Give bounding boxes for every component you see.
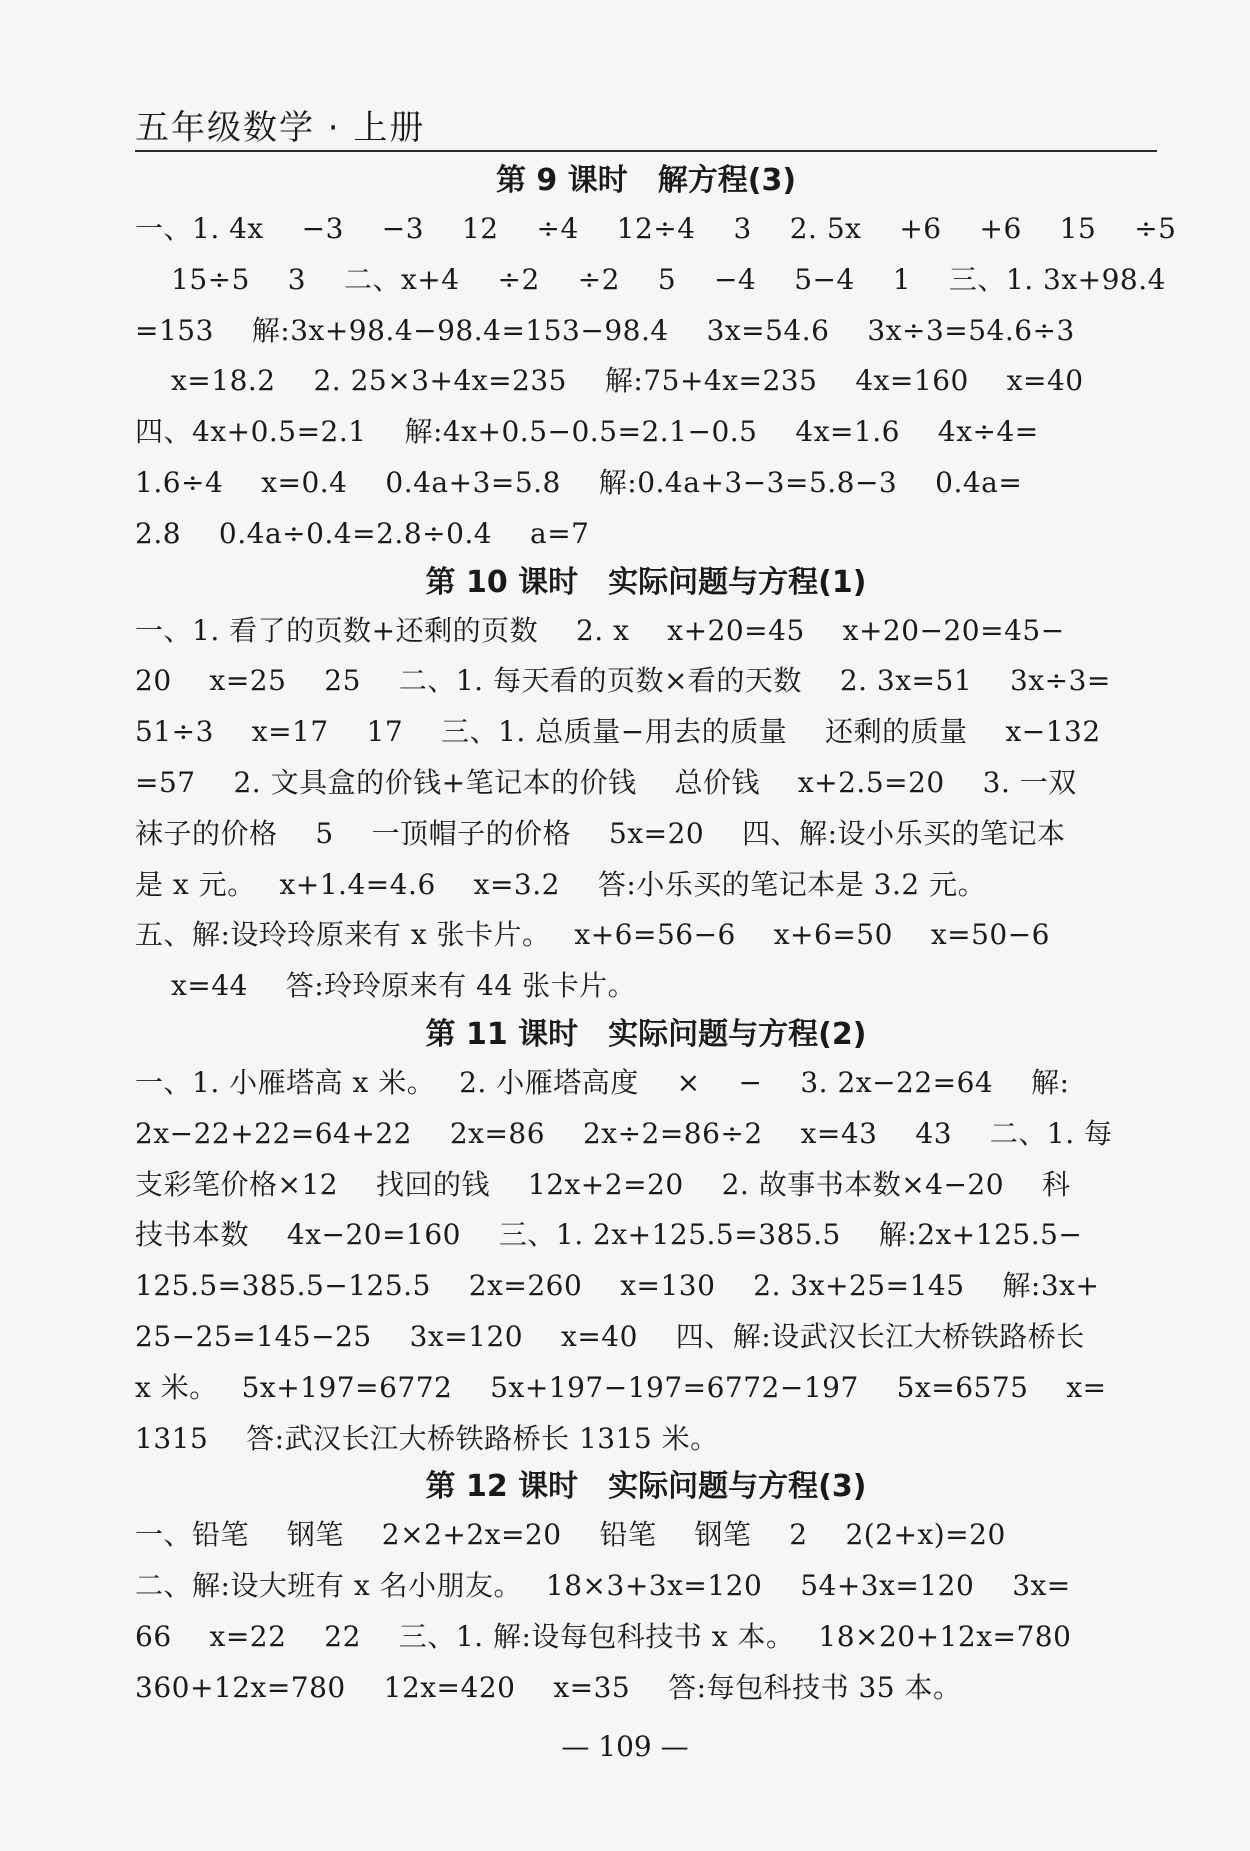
answer-line: 51÷3 x=17 17 三、1. 总质量−用去的质量 还剩的质量 x−132: [135, 715, 1101, 749]
answer-line: 1315 答:武汉长江大桥铁路桥长 1315 米。: [135, 1421, 719, 1455]
answer-line: 一、1. 看了的页数+还剩的页数 2. x x+20=45 x+20−20=45−: [135, 613, 1065, 647]
answer-line: 25−25=145−25 3x=120 x=40 四、解:设武汉长江大桥铁路桥长: [135, 1319, 1085, 1353]
answer-line: x 米。 5x+197=6772 5x+197−197=6772−197 5x=6575 x=: [135, 1370, 1107, 1404]
answer-line: x=44 答:玲玲原来有 44 张卡片。: [171, 969, 637, 1003]
answer-line: 是 x 元。 x+1.4=4.6 x=3.2 答:小乐买的笔记本是 3.2 元。: [135, 867, 987, 901]
answer-line: 125.5=385.5−125.5 2x=260 x=130 2. 3x+25=145 解:3x+: [135, 1269, 1100, 1303]
answer-line: 一、铅笔 钢笔 2×2+2x=20 铅笔 钢笔 2 2(2+x)=20: [135, 1518, 1006, 1552]
answer-line: 技书本数 4x−20=160 三、1. 2x+125.5=385.5 解:2x+125.5−: [135, 1218, 1083, 1252]
answer-line: 一、1. 小雁塔高 x 米。 2. 小雁塔高度 × − 3. 2x−22=64 解:: [135, 1065, 1070, 1099]
answer-line: =153 解:3x+98.4−98.4=153−98.4 3x=54.6 3x÷3=54.6÷3: [135, 313, 1075, 347]
book-title: 五年级数学 · 上册: [135, 108, 426, 148]
section-title: 第 12 课时 实际问题与方程(3): [425, 1469, 867, 1505]
section-title: 第 9 课时 解方程(3): [495, 163, 797, 198]
answer-line: 四、4x+0.5=2.1 解:4x+0.5−0.5=2.1−0.5 4x=1.6 4x÷4=: [135, 415, 1039, 449]
answer-line: 1.6÷4 x=0.4 0.4a+3=5.8 解:0.4a+3−3=5.8−3 0.4a=: [135, 465, 1023, 499]
section-title: 第 10 课时 实际问题与方程(1): [425, 564, 867, 600]
answer-line: 支彩笔价格×12 找回的钱 12x+2=20 2. 故事书本数×4−20 科: [135, 1167, 1071, 1201]
answer-line: 20 x=25 25 二、1. 每天看的页数×看的天数 2. 3x=51 3x÷3=: [135, 664, 1111, 698]
header-rule: [135, 150, 1157, 152]
answer-line: 五、解:设玲玲原来有 x 张卡片。 x+6=56−6 x+6=50 x=50−6: [135, 918, 1050, 952]
page-number: — 109 —: [561, 1730, 689, 1763]
section-title: 第 11 课时 实际问题与方程(2): [425, 1016, 867, 1052]
answer-line: =57 2. 文具盒的价钱+笔记本的价钱 总价钱 x+2.5=20 3. 一双: [135, 765, 1077, 799]
answer-line: 袜子的价格 5 一顶帽子的价格 5x=20 四、解:设小乐买的笔记本: [135, 816, 1066, 850]
answer-content: [135, 158, 1177, 1714]
answer-line: x=18.2 2. 25×3+4x=235 解:75+4x=235 4x=160 x=40: [171, 364, 1084, 398]
answer-line: 一、1. 4x −3 −3 12 ÷4 12÷4 3 2. 5x +6 +6 15 ÷5: [135, 212, 1177, 245]
answer-line: 2x−22+22=64+22 2x=86 2x÷2=86÷2 x=43 43 二、1. 每: [135, 1116, 1113, 1150]
answer-line: 66 x=22 22 三、1. 解:设每包科技书 x 本。 18×20+12x=780: [135, 1619, 1072, 1653]
answer-line: 15÷5 3 二、x+4 ÷2 ÷2 5 −4 5−4 1 三、1. 3x+98.4: [171, 262, 1166, 296]
answer-line: 360+12x=780 12x=420 x=35 答:每包科技书 35 本。: [135, 1670, 962, 1704]
answer-line: 二、解:设大班有 x 名小朋友。 18×3+3x=120 54+3x=120 3x=: [135, 1569, 1071, 1603]
answer-line: 2.8 0.4a÷0.4=2.8÷0.4 a=7: [135, 516, 590, 550]
